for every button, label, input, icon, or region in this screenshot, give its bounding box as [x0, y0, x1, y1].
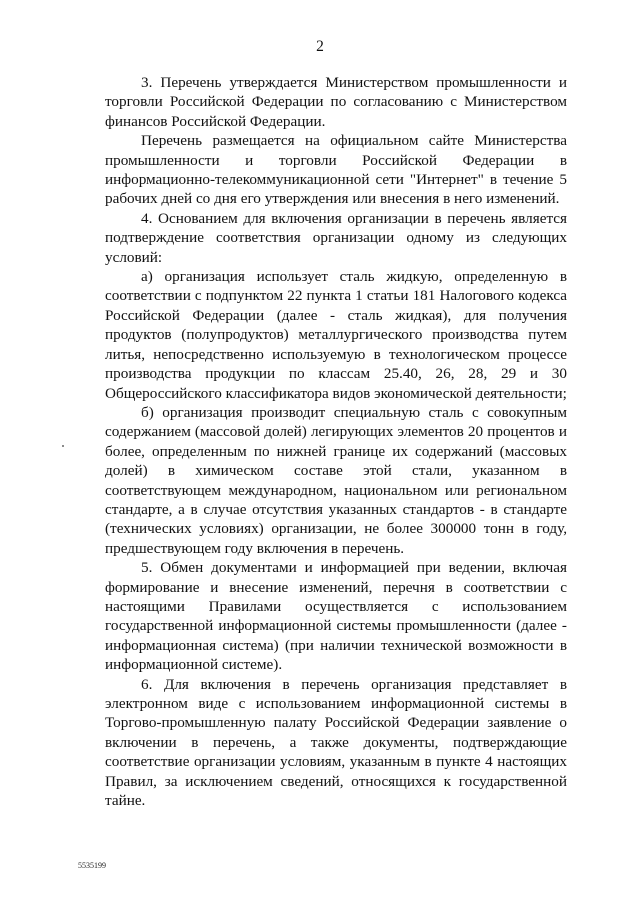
paragraph-4a: а) организация использует сталь жидкую, определенную в соответствии с подпунктом 22 пункта 1 статьи 181 Налогового кодекса Российской Федерации (далее - сталь жидкая), для получения продуктов (полупродуктов) металлургического производства путем литья, непосредственно используемую в технологическом процессе производства продукции по классам 25.40, 26, 28, 29 и 30 Общероссийского классификатора видов экономической деятельности; — [105, 268, 567, 402]
margin-mark — [62, 445, 64, 447]
paragraph-6: 6. Для включения в перечень организация представляет в электронном виде с использованием информационной системы в Торгово-промышленную палату Российской Федерации заявление о включении в перечень, а также документы, подтверждающие соответствие организации условиям, указанным в пункте 4 настоящих Правил, за исключением сведений, относящихся к государственной тайне. — [105, 675, 567, 810]
paragraph-4: 4. Основанием для включения организации в перечень является подтверждение соответствия организации одному из следующих условий: — [105, 209, 567, 266]
page-number: 2 — [316, 38, 324, 55]
document-body — [105, 73, 567, 810]
paragraph-3-publication: Перечень размещается на официальном сайте Министерства промышленности и торговли Российской Федерации в информационно-телекоммуникационной сети "Интернет" в течение 5 рабочих дней со дня его утверждения или внесения в него изменений. — [105, 132, 567, 208]
document-code: 5535199 — [78, 861, 106, 870]
paragraph-4b: б) организация производит специальную сталь с совокупным содержанием (массовой долей) легирующих элементов 20 процентов и более, определенным по нижней границе их содержаний (массовых долей) в химическом составе этой стали, указанном в соответствующем международном, национальном или региональном стандарте, а в случае отсутствия указанных стандартов - в стандарте (технических условиях) организации, не более 300000 тонн в году, предшествующем году включения в перечень. — [105, 403, 567, 557]
paragraph-3: 3. Перечень утверждается Министерством промышленности и торговли Российской Федерации по согласованию с Министерством финансов Российской Федерации. — [105, 74, 567, 130]
paragraph-5: 5. Обмен документами и информацией при ведении, включая формирование и внесение изменений, перечня в соответствии с настоящими Правилами осуществляется с использованием государственной информационной системы промышленности (далее - информационная система) (при наличии технической возможности в информационной системе). — [105, 559, 567, 674]
